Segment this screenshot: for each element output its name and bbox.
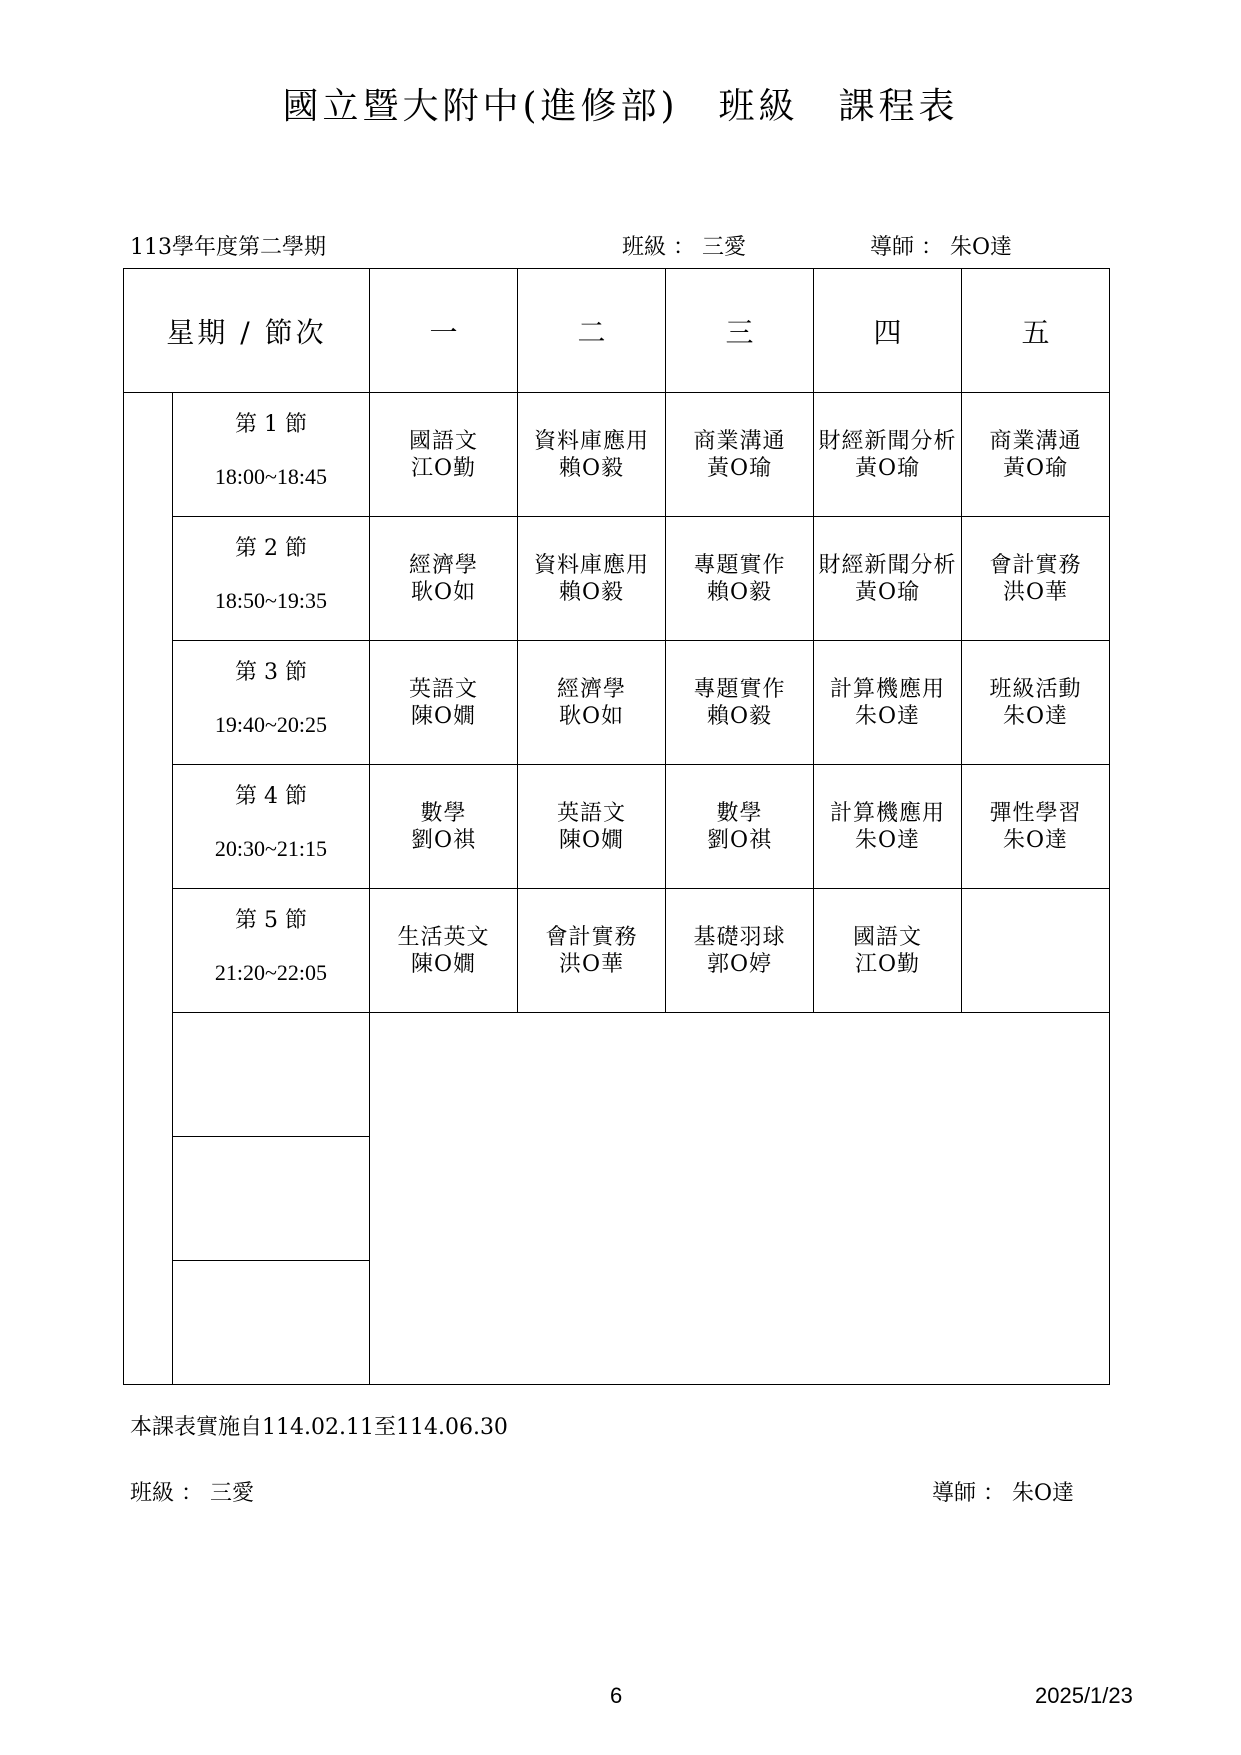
course-teacher: 陳O嫺 [558, 827, 625, 853]
empty-period-cell [173, 1137, 370, 1261]
course-cell [814, 889, 962, 1013]
period-name: 第 1 節 [235, 412, 307, 437]
course-subject: 數學 [420, 800, 467, 826]
empty-period-cell [173, 1261, 370, 1385]
course-subject: 基礎羽球 [693, 924, 786, 950]
course-subject: 資料庫應用 [533, 428, 649, 454]
course-subject: 專題實作 [693, 676, 786, 702]
course-teacher: 黃O瑜 [854, 455, 921, 481]
course-teacher: 朱O達 [854, 703, 921, 729]
period-cell [173, 517, 370, 641]
period-time: 19:40~20:25 [214, 712, 328, 737]
period-cell [173, 765, 370, 889]
table-row [124, 517, 1110, 641]
course-cell [518, 393, 666, 517]
course-cell [962, 641, 1110, 765]
course-cell [666, 517, 814, 641]
day-header-mon: 一 [370, 269, 518, 393]
course-subject: 資料庫應用 [533, 552, 649, 578]
course-cell [814, 765, 962, 889]
course-teacher: 郭O婷 [706, 951, 773, 977]
course-teacher: 劉O祺 [410, 827, 477, 853]
course-subject: 彈性學習 [989, 800, 1082, 826]
course-teacher: 賴O毅 [706, 579, 773, 605]
period-name: 第 4 節 [235, 784, 307, 809]
day-header-fri: 五 [962, 269, 1110, 393]
term-label: 113學年度第二學期 [130, 235, 326, 260]
course-subject: 商業溝通 [693, 428, 786, 454]
print-date: 2025/1/23 [1035, 1683, 1133, 1708]
course-cell [962, 393, 1110, 517]
course-cell [518, 641, 666, 765]
left-margin-column [124, 393, 173, 1385]
tutor-label: 導師 ： 朱O達 [870, 235, 1013, 260]
period-time: 21:20~22:05 [214, 960, 328, 985]
course-teacher: 黃O瑜 [706, 455, 773, 481]
course-cell [666, 889, 814, 1013]
course-cell [370, 393, 518, 517]
course-teacher: 江O勤 [854, 951, 921, 977]
course-subject: 數學 [716, 800, 763, 826]
course-teacher: 劉O祺 [706, 827, 773, 853]
course-cell [814, 393, 962, 517]
period-cell [173, 641, 370, 765]
empty-row [124, 1013, 1110, 1137]
course-subject: 國語文 [852, 924, 922, 950]
course-subject: 英語文 [408, 676, 478, 702]
course-subject: 班級活動 [989, 676, 1082, 702]
course-teacher: 陳O嫺 [410, 703, 477, 729]
effective-date-note: 本課表實施自114.02.11至114.06.30 [130, 1415, 508, 1440]
page-title: 國立暨大附中(進修部) 班級 課程表 [282, 86, 959, 127]
course-teacher: 耿O如 [558, 703, 625, 729]
period-time: 20:30~21:15 [214, 836, 328, 861]
empty-period-cell [173, 1013, 370, 1137]
course-subject: 會計實務 [989, 552, 1082, 578]
course-subject: 生活英文 [397, 924, 490, 950]
page-number: 6 [610, 1683, 623, 1708]
class-label: 班級 ： 三愛 [622, 235, 746, 260]
course-subject: 會計實務 [545, 924, 638, 950]
course-subject: 英語文 [556, 800, 626, 826]
day-header-tue: 二 [518, 269, 666, 393]
course-cell [962, 517, 1110, 641]
course-cell [370, 641, 518, 765]
course-teacher: 賴O毅 [706, 703, 773, 729]
footer-class-label: 班級 ： 三愛 [130, 1481, 254, 1506]
course-subject: 財經新聞分析 [818, 552, 957, 578]
course-teacher: 朱O達 [1002, 827, 1069, 853]
course-teacher: 朱O達 [1002, 703, 1069, 729]
header-corner: 星期 / 節次 [124, 269, 370, 393]
table-row [124, 889, 1110, 1013]
course-teacher: 耿O如 [410, 579, 477, 605]
course-teacher: 洪O華 [558, 951, 625, 977]
footer-tutor-label: 導師 ： 朱O達 [932, 1481, 1075, 1506]
course-cell [814, 517, 962, 641]
course-cell [370, 517, 518, 641]
course-cell [370, 765, 518, 889]
course-cell [666, 765, 814, 889]
course-cell [518, 889, 666, 1013]
course-cell [518, 517, 666, 641]
period-name: 第 2 節 [235, 536, 307, 561]
course-cell-empty [962, 889, 1110, 1013]
period-cell [173, 889, 370, 1013]
course-teacher: 賴O毅 [558, 579, 625, 605]
course-teacher: 黃O瑜 [854, 579, 921, 605]
day-header-thu: 四 [814, 269, 962, 393]
table-row [124, 641, 1110, 765]
period-time: 18:50~19:35 [214, 588, 328, 613]
period-cell [173, 393, 370, 517]
period-name: 第 5 節 [235, 908, 307, 933]
course-cell [666, 393, 814, 517]
schedule-table [123, 268, 1110, 1385]
course-teacher: 洪O華 [1002, 579, 1069, 605]
course-cell [962, 765, 1110, 889]
course-subject: 專題實作 [693, 552, 786, 578]
course-subject: 經濟學 [556, 676, 626, 702]
table-row [124, 765, 1110, 889]
day-header-wed: 三 [666, 269, 814, 393]
header-row [124, 269, 1110, 393]
course-teacher: 江O勤 [410, 455, 477, 481]
course-cell [666, 641, 814, 765]
course-subject: 商業溝通 [989, 428, 1082, 454]
course-teacher: 黃O瑜 [1002, 455, 1069, 481]
period-name: 第 3 節 [235, 660, 307, 685]
period-time: 18:00~18:45 [214, 464, 328, 489]
course-cell [370, 889, 518, 1013]
course-subject: 計算機應用 [829, 800, 945, 826]
course-teacher: 陳O嫺 [410, 951, 477, 977]
course-subject: 財經新聞分析 [818, 428, 957, 454]
course-teacher: 朱O達 [854, 827, 921, 853]
course-subject: 國語文 [408, 428, 478, 454]
course-teacher: 賴O毅 [558, 455, 625, 481]
course-cell [814, 641, 962, 765]
course-subject: 計算機應用 [829, 676, 945, 702]
course-subject: 經濟學 [408, 552, 478, 578]
empty-block [370, 1013, 1110, 1385]
table-row [124, 393, 1110, 517]
course-cell [518, 765, 666, 889]
